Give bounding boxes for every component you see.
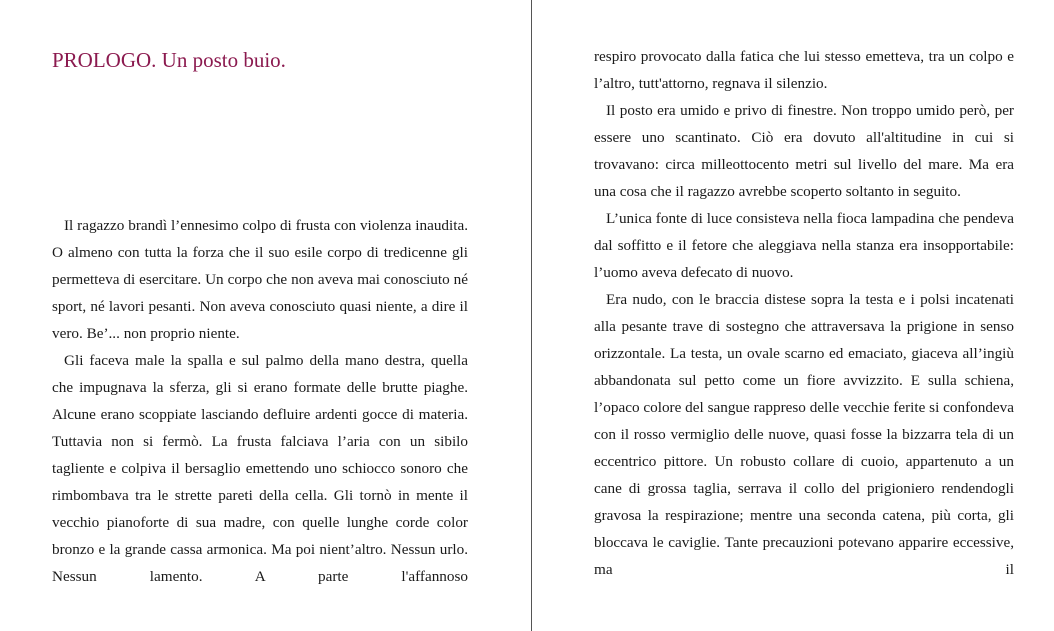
left-page-body (52, 212, 468, 590)
paragraph: Il ragazzo brandì l’ennesimo colpo di frusta con violenza inaudita. O almeno con tutta la forza che il suo esile corpo di tredicenne gli permetteva di esercitare. Un corpo che non aveva mai conosciuto né sport, né lavori pesanti. Non aveva conosciuto quasi niente, a dire il vero. Be’... non proprio niente. (52, 217, 468, 342)
paragraph: Il posto era umido e privo di finestre. Non troppo umido però, per essere uno scantinato. Ciò era dovuto all'altitudine in cui si trovavano: circa milleottocento metri sul livello del mare. Ma era una cosa che il ragazzo avrebbe scoperto soltanto in seguito. (594, 102, 1014, 200)
paragraph: Gli faceva male la spalla e sul palmo della mano destra, quella che impugnava la sferza, gli si erano formate delle brutte piaghe. Alcune erano scoppiate lasciando defluire ardenti gocce di materia. Tuttavia non si fermò. La frusta falciava l’aria con un sibilo tagliente e colpiva il bersaglio emettendo uno schiocco sonoro che rimbombava tra le strette pareti della cella. Gli tornò in mente il vecchio pianoforte di sua madre, con quelle lunghe corde color bronzo e la grande cassa armonica. Ma poi nient’altro. Nessun urlo. Nessun lamento. A parte l'affannoso (52, 352, 468, 585)
paragraph: L’unica fonte di luce consisteva nella fioca lampadina che pendeva dal soffitto e il fetore che aleggiava nella stanza era insopportabile: l’uomo aveva defecato di nuovo. (594, 210, 1014, 281)
right-page-body (594, 43, 1014, 583)
right-page (532, 0, 1054, 631)
paragraph-continued: respiro provocato dalla fatica che lui stesso emetteva, tra un colpo e l’altro, tutt'attorno, regnava il silenzio. (594, 48, 1014, 92)
paragraph: Era nudo, con le braccia distese sopra la testa e i polsi incatenati alla pesante trave di sostegno che attraversava la prigione in senso orizzontale. La testa, un ovale scarno ed emaciato, giaceva all’ingiù abbandonata sul petto come un fiore avvizzito. E sulla schiena, l’opaco colore del sangue rappreso delle vecchie ferite si confondeva con il rosso vermiglio delle nuove, quasi fosse la bizzarra tela di un eccentrico pittore. Un robusto collare di cuoio, appartenuto a un cane di grossa taglia, serrava il collo del prigioniero rendendogli gravosa la respirazione; mentre una seconda catena, più corta, gli bloccava le caviglie. Tante precauzioni potevano apparire eccessive, ma il (594, 291, 1014, 578)
chapter-title: PROLOGO. Un posto buio. (52, 48, 286, 72)
